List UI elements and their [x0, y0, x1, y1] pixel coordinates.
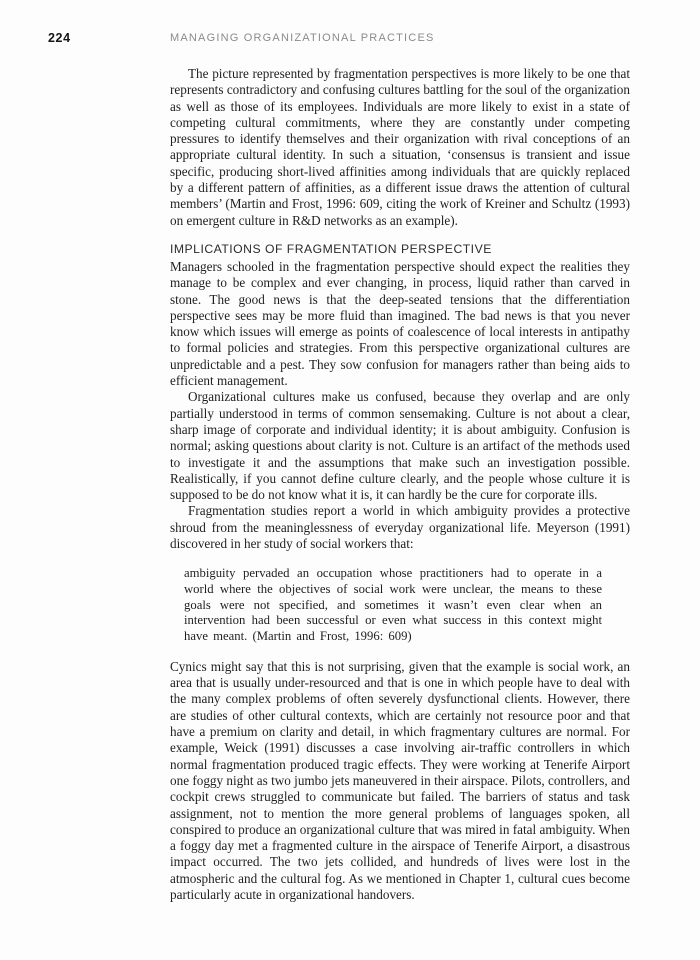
paragraph-confusion: Organizational cultures make us confused, because they overlap and are only partially understood in terms of common sensemaking. Culture is not about a clear, sharp image of corporate and individual identity; it is about ambiguity. Confusion is normal; asking questions about clarity is not. Culture is an artifact of the methods used to investigate it and the assumptions that make such an investigation possible. Realistically, if you cannot define culture clearly, and the people whose culture it is supposed to be do not know what it is, it can hardly be the cure for corporate ills.	[170, 389, 630, 503]
paragraph-intro: The picture represented by fragmentation perspectives is more likely to be one that represents contradictory and confusing cultures battling for the soul of the organization as well as those of its employees. Individuals are more likely to exist in a state of competing cultural commitments, where they are constantly under competing pressures to identify themselves and their organization with rival conceptions of an appropriate cultural identity. In such a situation, ‘consensus is transient and issue specific, producing short-lived affinities among individuals that are quickly replaced by a different pattern of affinities, as a different issue draws the attention of cultural members’ (Martin and Frost, 1996: 609, citing the work of Kreiner and Schultz (1993) on emergent culture in R&D networks as an example).	[170, 66, 630, 228]
paragraph-cynics: Cynics might say that this is not surprising, given that the example is social work, an area that is usually under-resourced and that is one in which people have to deal with the many complex problems of often severely dysfunctional clients. However, there are studies of other cultural contexts, which are certainly not resource poor and that have a premium on clarity and detail, in which fragmentary cultures are normal. For example, Weick (1991) discusses a case involving air-traffic controllers in which normal fragmentation produced tragic effects. They were working at Tenerife Airport one foggy night as two jumbo jets maneuvered in their airspace. Pilots, controllers, and cockpit crews struggled to communicate but failed. The barriers of status and task assignment, not to mention the more general problems of languages spoken, all conspired to produce an organizational culture that was mired in fatal ambiguity. When a foggy day met a fragmented culture in the airspace of Tenerife Airport, a disastrous impact occurred. The two jets collided, and hundreds of lives were lost in the atmospheric and the cultural fog. As we mentioned in Chapter 1, cultural cues become particularly acute in organizational handovers.	[170, 658, 630, 902]
paragraph-implications: Managers schooled in the fragmentation perspective should expect the realities they manage to be complex and ever changing, in process, liquid rather than carved in stone. The good news is that the deep-seated tensions that the differentiation perspective sees may be more fluid than imagined. The bad news is that you never know which issues will emerge as points of coalescence of local interests in antipathy to formal policies and strategies. From this perspective organizational cultures are unpredictable and a pest. They sow confusion for managers rather than being aids to efficient management.	[170, 258, 630, 389]
page-body-text	[170, 66, 630, 903]
block-quote-text: ambiguity pervaded an occupation whose practitioners had to operate in a world where the objectives of social work were unclear, the means to these goals were not specified, and sometimes it wasn’t even clear when an intervention had been successful or even what success in this context might have meant. (Martin and Frost, 1996: 609)	[184, 566, 602, 644]
block-quote	[170, 566, 602, 645]
page-header	[48, 31, 652, 47]
page-number: 224	[48, 31, 71, 45]
section-heading: IMPLICATIONS OF FRAGMENTATION PERSPECTIVE	[170, 241, 492, 256]
running-head: MANAGING ORGANIZATIONAL PRACTICES	[170, 32, 435, 44]
paragraph-fragmentation-studies: Fragmentation studies report a world in which ambiguity provides a protective shroud from the meaninglessness of everyday organizational life. Meyerson (1991) discovered in her study of social workers that:	[170, 503, 630, 552]
